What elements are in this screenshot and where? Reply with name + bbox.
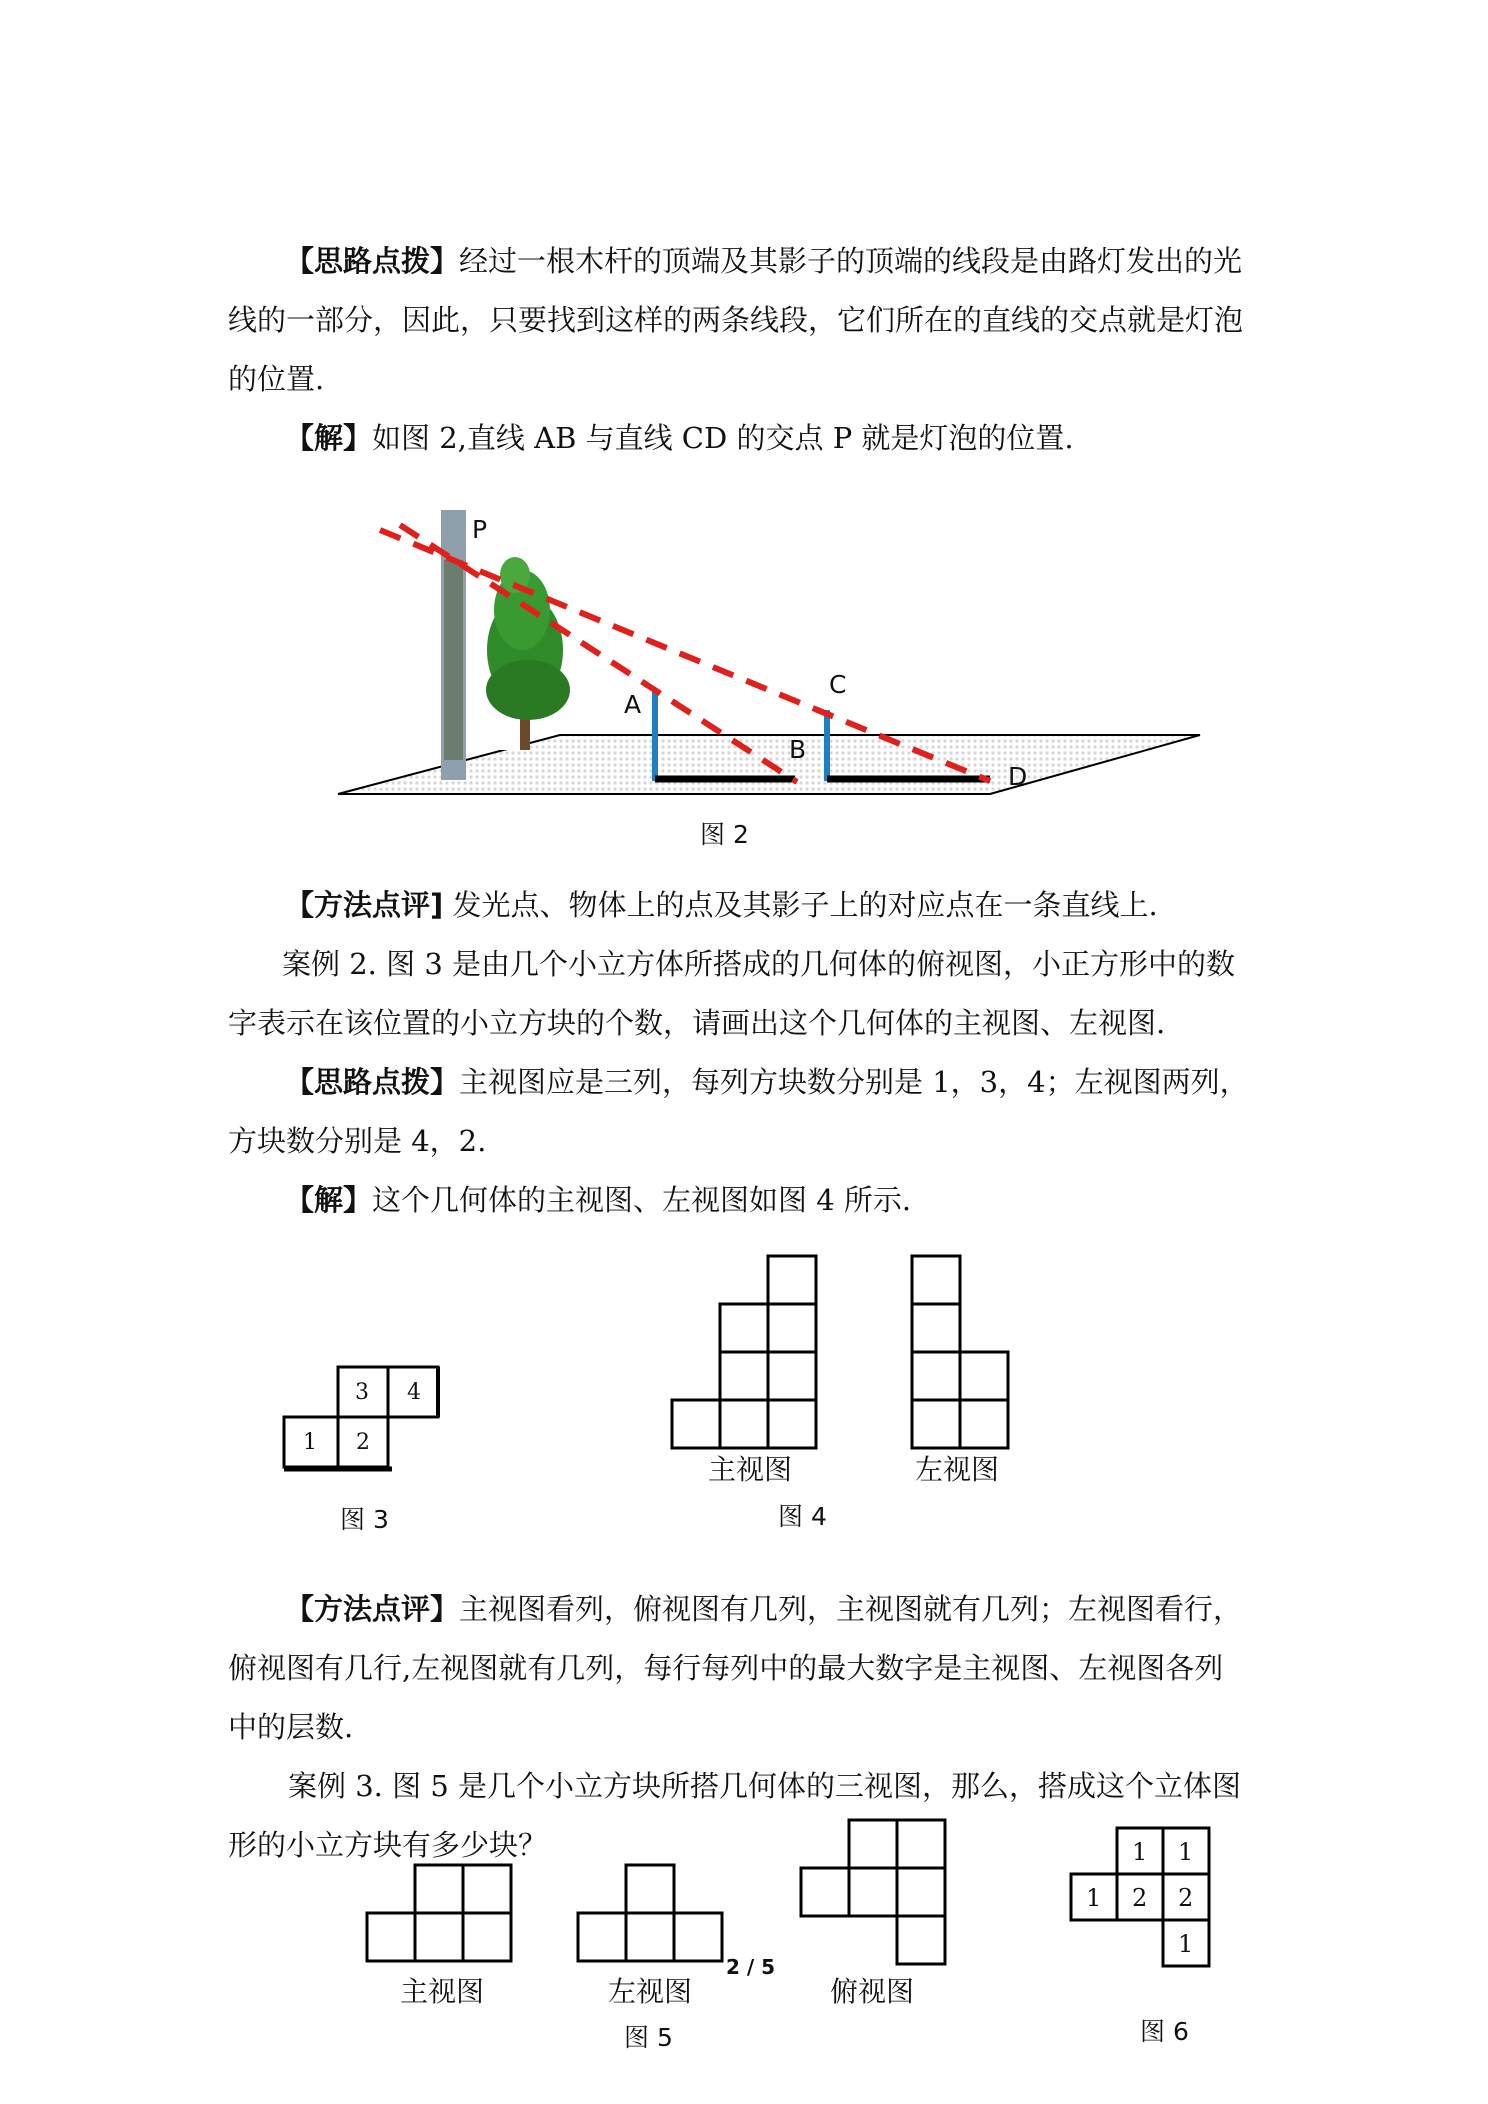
- fig3-cell: 4: [407, 1380, 421, 1405]
- figure-2-caption: 图 2: [700, 820, 749, 849]
- paragraph-line: 线的一部分，因此，只要找到这样的两条线段，它们所在的直线的交点就是灯泡: [228, 303, 1244, 337]
- figure-4-caption: 图 4: [778, 1502, 827, 1531]
- fig5-front-view: [367, 1865, 511, 1961]
- figure-5-caption: 图 5: [624, 2023, 673, 2052]
- fig6-cell: 1: [1178, 1930, 1194, 1958]
- fig3-cell: 2: [356, 1430, 370, 1455]
- case-2-line-1: 案例 2. 图 3 是由几个小立方体所搭成的几何体的俯视图，小正方形中的数: [282, 947, 1235, 981]
- fig6-cell: 1: [1178, 1838, 1194, 1866]
- tag: 【思路点拨】: [285, 244, 460, 278]
- fig6-cell: 2: [1132, 1884, 1148, 1912]
- paragraph-line: 的位置.: [228, 362, 325, 396]
- label-a: A: [624, 690, 642, 719]
- text: 主视图应是三列，每列方块数分别是 1，3，4；左视图两列，: [459, 1065, 1249, 1099]
- fig3-cell: 3: [355, 1380, 369, 1405]
- figure-6-caption: 图 6: [1140, 2017, 1189, 2046]
- label-p: P: [472, 515, 488, 544]
- fig6-cell: 1: [1132, 1838, 1148, 1866]
- label-b: B: [789, 735, 807, 764]
- tag: 【方法点评]: [285, 888, 444, 922]
- paragraph-line: 俯视图有几行,左视图就有几列，每行每列中的最大数字是主视图、左视图各列: [228, 1651, 1224, 1685]
- paragraph-line: 中的层数.: [228, 1710, 354, 1744]
- tag: 【解】: [285, 421, 373, 455]
- fig5-front-label: 主视图: [400, 1975, 485, 2008]
- fig5-top-label: 俯视图: [830, 1975, 915, 2008]
- fig5-top-view: [801, 1820, 945, 1964]
- fig4-front-label: 主视图: [708, 1453, 793, 1486]
- text: 经过一根木杆的顶端及其影子的顶端的线段是由路灯发出的光: [459, 244, 1243, 278]
- paragraph-line: 方块数分别是 4，2.: [228, 1124, 487, 1158]
- fig3-cell: 1: [303, 1430, 317, 1455]
- fig5-left-label: 左视图: [608, 1975, 693, 2008]
- text: 主视图看列，俯视图有几列，主视图就有几列；左视图看行，: [459, 1592, 1243, 1626]
- label-c: C: [829, 670, 847, 699]
- fig4-left-label: 左视图: [915, 1453, 1000, 1486]
- label-d: D: [1008, 762, 1028, 791]
- tag: 【思路点拨】: [285, 1065, 460, 1099]
- text: 如图 2,直线 AB 与直线 CD 的交点 P 就是灯泡的位置.: [372, 421, 1074, 455]
- tag: 【解】: [285, 1183, 373, 1217]
- tag: 【方法点评】: [285, 1592, 460, 1626]
- case-3-line-1: 案例 3. 图 5 是几个小立方块所搭几何体的三视图，那么，搭成这个立体图: [288, 1769, 1241, 1803]
- case-3-line-2: 形的小立方块有多少块？: [228, 1828, 548, 1862]
- figure-3-caption: 图 3: [340, 1505, 389, 1534]
- text: 这个几何体的主视图、左视图如图 4 所示.: [372, 1183, 912, 1217]
- fig6-cell: 2: [1178, 1884, 1194, 1912]
- case-2-line-2: 字表示在该位置的小立方块的个数，请画出这个几何体的主视图、左视图.: [228, 1006, 1166, 1040]
- fig6-cell: 1: [1086, 1884, 1102, 1912]
- fig5-left-view: [578, 1865, 722, 1961]
- text: 发光点、物体上的点及其影子上的对应点在一条直线上.: [443, 888, 1158, 922]
- page-number: 2 / 5: [726, 1955, 776, 1979]
